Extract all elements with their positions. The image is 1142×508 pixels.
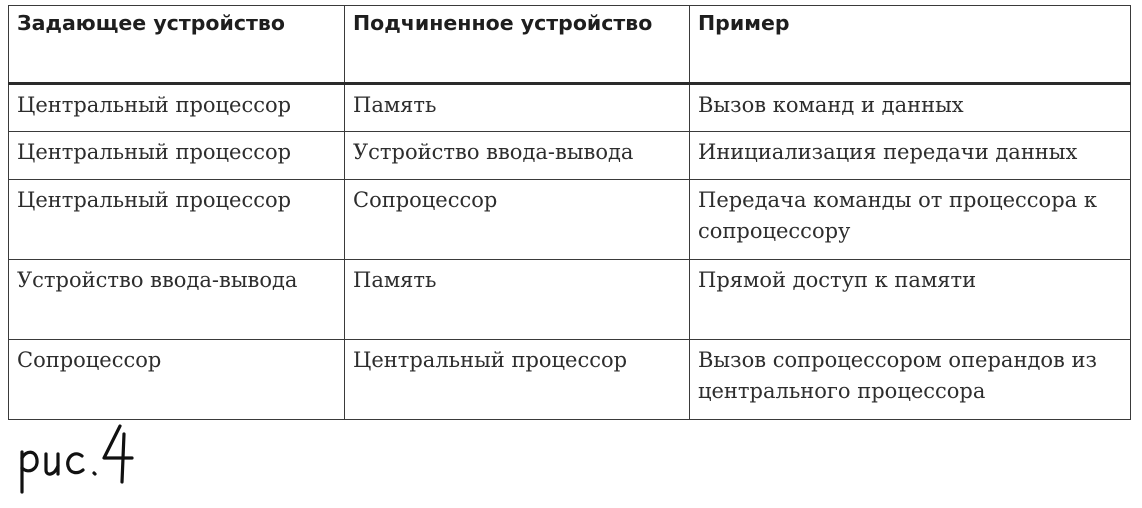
cell-master: Устройство ввода-вывода	[9, 260, 345, 340]
header-slave-device: Подчиненное устройство	[345, 6, 690, 84]
device-interaction-table	[8, 5, 1131, 420]
cell-example: Передача команды от процессора к сопроцессору	[690, 180, 1131, 260]
handwritten-caption-drawing	[16, 420, 156, 494]
table-row	[9, 260, 1131, 340]
cell-master: Сопроцессор	[9, 340, 345, 420]
cell-slave: Центральный процессор	[345, 340, 690, 420]
cell-example: Вызов сопроцессором операндов из центрального процессора	[690, 340, 1131, 420]
cell-master: Центральный процессор	[9, 180, 345, 260]
table-row	[9, 180, 1131, 260]
table-row	[9, 132, 1131, 180]
header-row	[9, 6, 1131, 84]
cell-slave: Память	[345, 260, 690, 340]
cell-master: Центральный процессор	[9, 84, 345, 132]
header-master-device: Задающее устройство	[9, 6, 345, 84]
cell-slave: Сопроцессор	[345, 180, 690, 260]
cell-slave: Устройство ввода-вывода	[345, 132, 690, 180]
cell-example: Инициализация передачи данных	[690, 132, 1131, 180]
table-body	[9, 84, 1131, 420]
table-row	[9, 84, 1131, 132]
header-example: Пример	[690, 6, 1131, 84]
cell-example: Вызов команд и данных	[690, 84, 1131, 132]
cell-master: Центральный процессор	[9, 132, 345, 180]
table-row	[9, 340, 1131, 420]
handwritten-figure-caption	[16, 420, 156, 494]
cell-example: Прямой доступ к памяти	[690, 260, 1131, 340]
cell-slave: Память	[345, 84, 690, 132]
table-header	[9, 6, 1131, 84]
